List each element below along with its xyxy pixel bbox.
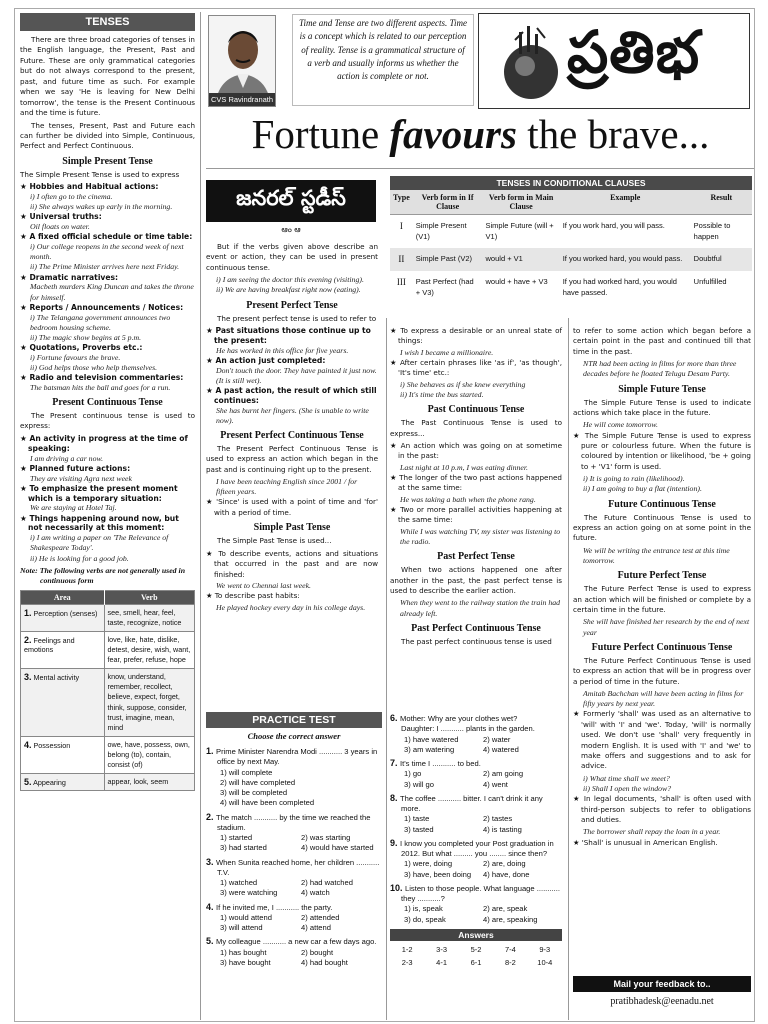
heading-simple-future: Simple Future Tense: [618, 383, 706, 395]
bullet-heading: ★ Reports / Announcements / Notices:: [20, 303, 195, 313]
table-row: [21, 669, 195, 736]
shall-note-2: ★ In legal documents, 'shall' is often used with third-person subjects to refer to obligations and duties.: [573, 794, 751, 824]
example-text: i) Fortune favours the brave.: [30, 352, 121, 362]
question: [390, 712, 562, 755]
fpc-intro: The Future Perfect Continuous Tense is used to express an action that will be in progress over a period of time in the future.: [573, 655, 751, 686]
ppct-intro: The past perfect continuous tense is used: [401, 636, 552, 646]
table-row: [21, 632, 195, 669]
table-header-area: Area: [21, 590, 105, 604]
future-perfect-intro: The Future Perfect Tense is used to express an action which will be finished or complete by a certain time in the future.: [573, 584, 751, 614]
cond-cell: If you work hard, you will pass.: [562, 221, 665, 230]
question-text: 7. It's time I ........... to bed.: [390, 758, 481, 768]
answer-item: 2-3: [401, 957, 413, 967]
heading-future-continuous: Future Continuous Tense: [608, 498, 716, 510]
example-text: ii) It's time the bus started.: [400, 390, 484, 399]
options-grid: [390, 904, 562, 925]
question-stem-2: Daughter: I ........... plants in the garden.: [401, 724, 535, 734]
option-text[interactable]: 1) have watered: [404, 734, 459, 744]
option-text[interactable]: 1) has bought: [220, 947, 267, 957]
option-text[interactable]: 4) are, speaking: [483, 914, 538, 924]
option-text[interactable]: 3) do, speak: [404, 914, 446, 924]
bullet-text: ★ To express a desirable or an unreal state of things:: [390, 326, 562, 346]
simple-present-intro: The Simple Present Tense is used to express: [20, 169, 180, 179]
table-cell-area: 5. Appearing: [21, 774, 105, 791]
options-grid: [206, 833, 382, 854]
option-text[interactable]: 2) tastes: [483, 814, 513, 824]
option-text[interactable]: 2) had watched: [301, 878, 353, 888]
headline-emphasis: favours: [389, 111, 517, 157]
table-header-verb: Verb: [140, 592, 158, 602]
heading-present-perfect-continuous: Present Perfect Continuous Tense: [220, 429, 364, 441]
option-text[interactable]: 2) am going: [483, 769, 524, 779]
option-text[interactable]: 1) started: [220, 833, 253, 843]
question-text: 9. I know you completed your Post graduation in 2012. But what ......... you ........ since then?: [390, 837, 554, 858]
tenses-title: TENSES: [20, 13, 195, 31]
option-text[interactable]: 3) tasted: [404, 824, 434, 834]
example-text: I am driving a car now.: [30, 453, 104, 463]
heading-past-perfect-continuous: Past Perfect Continuous Tense: [411, 622, 541, 634]
example-text: The batsman hits the ball and goes for a run.: [30, 382, 171, 392]
option-text[interactable]: 1) were, doing: [404, 859, 453, 869]
bullet-heading: ★ Dramatic narratives:: [20, 273, 195, 283]
ppc-intro: The Present Perfect Continuous Tense is used to express an action which began in the past and is continuing right up to the present.: [206, 443, 378, 474]
shall-example-3: The borrower shall repay the loan in a year.: [583, 827, 721, 837]
option-text[interactable]: 3) have, been doing: [404, 869, 472, 879]
verbs-table: [20, 590, 195, 791]
intro-paragraph: There are three broad categories of tenses in the English language, the Present, Past and Future. These are only grammatical categories but do not always correspond to the present, past, and future time as such. For example when we say 'He is leaving for New Delhi tomorrow', the tense is the Present Continuous and the time is future.: [20, 35, 195, 118]
cond-header: Type: [390, 190, 413, 215]
option-text[interactable]: 2) bought: [301, 947, 334, 957]
example-text: She has burnt her fingers. (She is unable to write now).: [216, 405, 369, 425]
bullet-text: ★ After certain phrases like 'as if', 'as though', 'It's time' etc.:: [390, 358, 562, 378]
option-text[interactable]: 4) attend: [301, 923, 331, 933]
example-text: Macbeth murders King Duncan and takes the throne for himself.: [30, 282, 194, 302]
options-grid: [390, 769, 562, 790]
answer-item: 8-2: [504, 957, 516, 967]
heading-future-perfect-continuous: Future Perfect Continuous Tense: [591, 641, 733, 653]
practice-right: [390, 712, 562, 967]
cond-cell: would + V1: [485, 253, 523, 263]
ppct-example: NTR had been acting in films for more than three decades before he floated Telugu Desam Party.: [583, 359, 737, 379]
simple-future-example-1: i) It is going to rain (likelihood).: [583, 474, 685, 484]
option-text[interactable]: 1) will complete: [220, 767, 273, 777]
question-stem: If he invited me, I ........... the party.: [216, 902, 333, 912]
example-text: Don't touch the door. They have painted it just now. (It is still wet).: [216, 365, 377, 385]
option-text[interactable]: 4) is tasting: [483, 824, 522, 834]
area-text: Appearing: [33, 778, 66, 787]
options-grid: [206, 878, 382, 899]
simple-future-example-2: ii) I am going to buy a flat (intention).: [583, 484, 702, 494]
bullet-heading: ★ An activity in progress at the time of speaking:: [20, 434, 195, 454]
bullet-text: ★ Two or more parallel activities happening at the same time:: [390, 505, 562, 525]
col2-intro: But if the verbs given above describe an event or action, they can be used in present continuous tense.: [206, 242, 378, 272]
practice-left: [206, 712, 382, 970]
example-text: Oil floats on water.: [30, 222, 90, 232]
cond-cell: If you worked hard, you would pass.: [562, 253, 683, 263]
feedback-box: [573, 976, 751, 1007]
ppct-continued: to refer to some action which began before a certain point in the past and continued till that time in the past.: [573, 326, 751, 356]
question-text: 4. If he invited me, I ........... the party.: [206, 901, 333, 912]
cond-cell: Simple Future (will + V1): [485, 221, 554, 242]
bullet-text: ★ An action which was going on at sometime in the past:: [390, 441, 562, 461]
author-photo: [208, 15, 276, 107]
heading-past-perfect: Past Perfect Tense: [437, 551, 515, 563]
option-text[interactable]: 2) water: [483, 734, 511, 744]
question: [206, 935, 382, 968]
bullet-heading: ★ Planned future actions:: [20, 464, 195, 474]
cond-cell: If you had worked hard, you would have passed.: [562, 277, 677, 298]
question: [206, 901, 382, 934]
shall-note-3: ★ 'Shall' is unusual in American English.: [573, 837, 718, 847]
feedback-label: Mail your feedback to..: [573, 976, 751, 992]
example-text: i) She behaves as if she knew everything: [400, 379, 526, 389]
column-rule: [200, 12, 201, 1020]
ppc-note: ★ 'Since' is used with a point of time and 'for' with a period of time.: [206, 497, 378, 517]
cond-row: [390, 248, 752, 272]
options-grid: [206, 948, 382, 969]
cond-header: Result: [691, 190, 752, 215]
gs-logo-text: జనరల్ స్టడీస్: [206, 180, 376, 222]
option-text[interactable]: 4) watch: [301, 888, 330, 898]
question-text: 6. Mother: Why are your clothes wet?: [390, 713, 518, 723]
heading-present-continuous: Present Continuous Tense: [52, 397, 163, 409]
answer-item: 4-1: [436, 957, 448, 967]
option-text[interactable]: 4) had bought: [301, 957, 348, 967]
question-text: 2. The match ........... by the time we reached the stadium.: [206, 811, 371, 832]
area-text: Perception (senses): [33, 608, 98, 618]
cond-cell: Simple Past (V2): [415, 253, 473, 263]
example-text: ii) We are having breakfast right now (eating).: [216, 285, 361, 295]
past-tense-column: [390, 326, 562, 649]
intro-paragraph-2: The tenses, Present, Past and Future each can further be divided into Simple, Continuous, Perfect and Perfect Continuous.: [20, 120, 195, 151]
table-cell-area: 4. Possession: [21, 736, 105, 773]
brand-name: ప్రతిభ: [567, 18, 701, 86]
table-cell-verb: owe, have, possess, own, belong (to), contain, consist (of): [107, 739, 190, 769]
present-continuous-intro: The Present continuous tense is used to express:: [20, 411, 195, 431]
heading-future-perfect: Future Perfect Tense: [617, 570, 707, 582]
table-cell-area: 1. Perception (senses): [21, 604, 105, 631]
table-row: [21, 736, 195, 773]
practice-rule: [386, 712, 387, 1018]
option-text[interactable]: 4) went: [483, 779, 508, 789]
option-text[interactable]: 1) go: [404, 769, 422, 779]
table-cell-verb: appear, look, seem: [107, 777, 169, 786]
heading-simple-present: Simple Present Tense: [62, 155, 153, 167]
general-studies-logo: [206, 180, 376, 238]
gs-logo-subtitle: ఆం ఆ: [281, 225, 301, 234]
cond-header: Verb form in Main Clause: [483, 190, 560, 215]
question: [390, 837, 562, 880]
answer-item: 7-4: [504, 944, 516, 954]
option-text[interactable]: 1) taste: [404, 814, 430, 824]
present-continuous-list: [20, 434, 195, 564]
brand-logo: [478, 13, 750, 109]
option-text[interactable]: 3) were watching: [220, 888, 278, 898]
masthead-intro: Time and Tense are two different aspects. Time is a concept which is related to our perception of reality. Tense is a grammatical structure of a verb and usually informs us whether the action is complete or not.: [292, 14, 474, 106]
future-tense-column: [573, 326, 751, 850]
bullet-heading: ★ Universal truths:: [20, 212, 195, 222]
bullet-heading: ★ Hobbies and Habitual actions:: [20, 182, 195, 192]
option-text[interactable]: 2) will have completed: [220, 777, 296, 787]
example-text: He has worked in this office for five years.: [216, 345, 349, 355]
present-perfect-intro: The present perfect tense is used to refer to: [217, 313, 377, 323]
question-stem: My colleague ........... a new car a few days ago.: [216, 937, 377, 947]
cond-cell: II: [398, 253, 405, 264]
practice-test: [206, 712, 562, 1018]
fpc-example: Amitab Bachchan will have been acting in films for fifty years by next year.: [583, 689, 744, 709]
question-text: 3. When Sunita reached home, her children ........... T.V.: [206, 856, 380, 877]
ppc-example: I have been teaching English since 2001 / for fifteen years.: [216, 477, 358, 497]
headline-pre: Fortune: [251, 111, 390, 157]
author-name: CVS Ravindranath: [210, 95, 274, 104]
cond-cell: Unfulfilled: [693, 277, 727, 286]
headline-rule: [206, 168, 754, 169]
simple-future-example: He will come tomorrow.: [583, 420, 658, 430]
table-cell-verb: know, understand, remember, recollect, believe, expect, forget, think, suppose, consider, trust, imagine, mean, mind: [107, 672, 187, 732]
option-text[interactable]: 1) watched: [220, 878, 258, 888]
past-continuous-intro: The Past Continuous Tense is used to express...: [390, 418, 562, 438]
option-text[interactable]: 4) have, done: [483, 869, 530, 879]
question: [206, 745, 382, 809]
future-perfect-example: She will have finished her research by the end of next year: [583, 617, 750, 637]
example-text: i) I often go to the cinema.: [30, 192, 113, 202]
simple-present-list: [20, 182, 195, 393]
answer-item: 10-4: [537, 957, 553, 967]
shall-example-1: i) What time shall we meet?: [583, 773, 670, 783]
shall-example-2: ii) Shall I open the window?: [583, 784, 672, 793]
simple-future-intro: The Simple Future Tense is used to indicate actions which take place in the future.: [573, 397, 751, 417]
example-text: i) The Telangana government announces two bedroom housing scheme.: [30, 312, 171, 332]
example-text: He played hockey every day in his college days.: [216, 602, 366, 612]
answer-item: 9-3: [539, 944, 551, 954]
option-text[interactable]: 1) would attend: [220, 912, 272, 922]
bullet-heading: ★ An action just completed:: [206, 356, 378, 366]
example-text: They are visiting Agra next week: [30, 473, 132, 483]
area-text: Mental activity: [33, 673, 80, 683]
heading-past-continuous: Past Continuous Tense: [427, 404, 525, 416]
answers-title: Answers: [390, 929, 562, 941]
options-grid: [390, 814, 562, 835]
options-grid: [390, 735, 562, 756]
example-text: i) I am seeing the doctor this evening (visiting).: [216, 275, 364, 285]
cond-cell: Past Perfect (had + V3): [415, 277, 474, 298]
option-text[interactable]: 2) are, doing: [483, 859, 526, 869]
option-text[interactable]: 3) will be completed: [220, 788, 288, 798]
bullet-heading: ★ Past situations those continue up to the present:: [206, 326, 378, 346]
example-text: He was taking a bath when the phone rang.: [400, 494, 536, 504]
bullet-text: ★ The longer of the two past actions happened at the same time:: [390, 473, 562, 493]
question-stem: Prime Minister Narendra Modi ........... 3 years in office by next May.: [216, 747, 378, 767]
option-text[interactable]: 2) are, speak: [483, 904, 528, 914]
future-continuous-example: We will be writing the entrance test at this time tomorrow.: [583, 545, 730, 565]
option-text[interactable]: 3) have bought: [220, 957, 271, 967]
example-text: ii) He is looking for a good job.: [30, 553, 129, 563]
cond-cell: Simple Present (V1): [415, 221, 467, 242]
practice-title: PRACTICE TEST: [206, 712, 382, 728]
table-cell-verb: love, like, hate, dislike, detest, desire, wish, want, fear, prefer, refuse, hope: [107, 635, 191, 665]
cond-cell: would + have + V3: [485, 277, 548, 286]
headline: [208, 111, 753, 157]
options-grid: [390, 859, 562, 880]
question-stem: It's time I ........... to bed.: [400, 759, 481, 768]
table-cell-area: 2. Feelings and emotions: [21, 632, 105, 669]
option-text[interactable]: 4) will have been completed: [220, 798, 315, 808]
option-text[interactable]: 3) will go: [404, 779, 434, 789]
heading-present-perfect: Present Perfect Tense: [246, 299, 338, 311]
example-text: ii) She always wakes up early in the morning.: [30, 202, 173, 212]
option-text[interactable]: 4) watered: [483, 744, 519, 754]
answer-item: 5-2: [470, 944, 482, 954]
example-text: We went to Chennai last week.: [216, 581, 311, 591]
cond-row: [390, 271, 752, 304]
example-text: ii) The magic show begins at 5 p.m.: [30, 332, 142, 342]
question: [390, 792, 562, 835]
future-continuous-intro: The Future Continuous Tense is used to express an action going on at some point in the future.: [573, 512, 751, 543]
option-text[interactable]: 2) attended: [301, 912, 340, 922]
bullet-text: ★ To describe events, actions and situations that occurred in the past and are now finished:: [206, 548, 378, 579]
question-stem: Mother: Why are your clothes wet?: [400, 714, 518, 723]
answer-item: 6-1: [470, 957, 482, 967]
answer-item: 3-3: [436, 944, 448, 954]
cond-cell: I: [399, 221, 403, 231]
table-row: [21, 604, 195, 631]
example-text: ii) God helps those who help themselves.: [30, 362, 158, 372]
example-text: ii) The Prime Minister arrives here next Friday.: [30, 262, 180, 272]
option-text[interactable]: 3) am watering: [404, 744, 455, 754]
question-stem: The match ........... by the time we reached the stadium.: [216, 812, 371, 832]
headline-post: the brave...: [516, 111, 710, 157]
table-cell-area: 3. Mental activity: [21, 669, 105, 736]
question: [206, 811, 382, 854]
options-grid: [206, 913, 382, 934]
bullet-heading: ★ To emphasize the present moment which is a temporary situation:: [20, 484, 195, 504]
past-perfect-intro: When two actions happened one after another in the past, the past perfect tense is used to describe the earlier action.: [390, 565, 562, 595]
example-text: Last night at 10 p.m, I was eating dinner.: [400, 462, 529, 472]
question-text: 5. My colleague ........... a new car a few days ago.: [206, 936, 377, 947]
conditional-clauses-table: [390, 176, 752, 304]
example-text: I wish I became a millionaire.: [400, 347, 494, 357]
question-stem: The coffee ........... bitter. I can't drink it any more.: [400, 793, 543, 813]
question-text: 8. The coffee ........... bitter. I can't drink it any more.: [390, 792, 543, 813]
question-text: 1. Prime Minister Narendra Modi ........... 3 years in office by next May.: [206, 746, 378, 767]
heading-simple-past: Simple Past Tense: [253, 522, 331, 534]
answers-grid: [390, 945, 562, 967]
option-text[interactable]: 4) would have started: [301, 843, 374, 853]
bullet-text: ★ To describe past habits:: [206, 591, 300, 601]
past-perfect-example: When they went to the railway station the train had already left.: [400, 598, 561, 618]
cond-cell: Possible to happen: [693, 221, 731, 242]
bullet-heading: ★ Things happening around now, but not necessarily at this moment:: [20, 514, 195, 534]
practice-subtitle: Choose the correct answer: [247, 731, 341, 741]
bullet-heading: ★ Radio and television commentaries:: [20, 373, 195, 383]
table-cell-verb: see, smell, hear, feel, taste, recognize, notice: [107, 607, 182, 627]
example-text: i) I am writing a paper on 'The Relevance of Shakespeare Today'.: [30, 533, 169, 553]
option-text[interactable]: 1) is, speak: [404, 904, 443, 914]
answer-item: 1-2: [401, 944, 413, 954]
shall-note-1: ★ Formerly 'shall' was used as an alternative to 'will' with 'I' and 'we'. Today, 'will' is normally used. We don't use 'shall' very frequently in modern English. It is used with 'I' and 'we' to make offers and suggestions and to ask for advice.: [573, 709, 751, 771]
option-text[interactable]: 3) had started: [220, 843, 267, 853]
cond-cell: Doubtful: [693, 253, 722, 263]
bullet-heading: ★ A past action, the result of which still continues:: [206, 386, 378, 406]
note-text: Note: The following verbs are not generally used in continuous form: [20, 565, 186, 585]
column-rule: [568, 318, 569, 1020]
question-text: 10. Listen to those people. What language ........... they ...........?: [390, 882, 560, 903]
bullet-heading: ★ A fixed official schedule or time table:: [20, 232, 195, 242]
cond-row: [390, 215, 752, 248]
question-stem: Listen to those people. What language ........... they ...........?: [401, 883, 560, 903]
area-text: Feelings and emotions: [24, 636, 75, 655]
example-text: While I was watching TV, my sister was listening to the radio.: [400, 526, 561, 546]
question: [206, 856, 382, 899]
conditional-title: TENSES IN CONDITIONAL CLAUSES: [390, 176, 752, 190]
cond-header: Verb form in If Clause: [413, 190, 483, 215]
question: [390, 757, 562, 790]
options-grid: [206, 768, 382, 809]
tenses-column: [20, 13, 195, 791]
bullet-heading: ★ Quotations, Proverbs etc.:: [20, 343, 195, 353]
simple-past-intro: The Simple Past Tense is used...: [217, 536, 332, 546]
option-text[interactable]: 2) was starting: [301, 833, 351, 843]
present-perfect-column: [206, 242, 378, 613]
simple-future-note: ★ The Simple Future Tense is used to express pure or colourless future. When the future is coloured by intention or likelihood, 'be + going to + 'V1' form is used.: [573, 430, 751, 471]
question-stem: When Sunita reached home, her children ........... T.V.: [216, 857, 380, 877]
example-text: We are staying at Hotel Taj.: [30, 503, 117, 513]
example-text: i) Our college reopens in the second week of next month.: [30, 242, 184, 262]
cond-cell: III: [396, 277, 406, 287]
table-row: [21, 774, 195, 791]
question: [390, 882, 562, 925]
question-stem: I know you completed your Post graduation in 2012. But what ......... you ........ since then?: [400, 838, 554, 858]
option-text[interactable]: 3) will attend: [220, 923, 263, 933]
area-text: Possession: [33, 740, 71, 750]
cond-header: Example: [560, 190, 691, 215]
feedback-email[interactable]: pratibhadesk@eenadu.net: [610, 996, 714, 1007]
